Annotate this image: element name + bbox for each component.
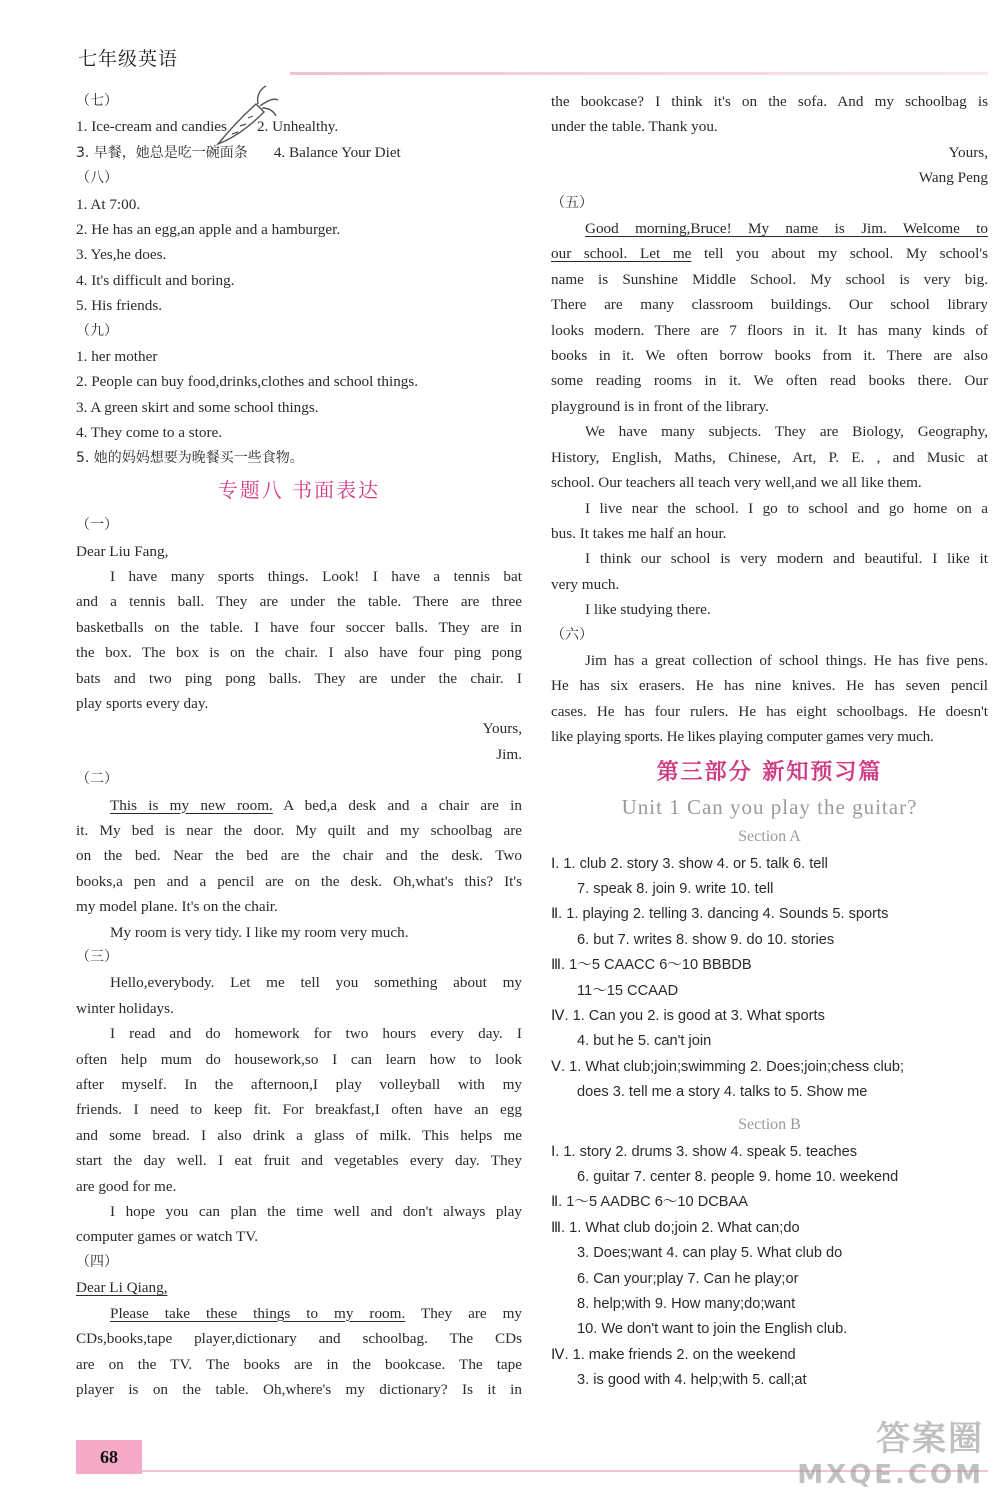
text-line: friends. I need to keep fit. For breakfast,I often have an egg bbox=[76, 1101, 522, 1119]
text-line: play sports every day. bbox=[76, 694, 209, 712]
section-label-w3: （三） bbox=[76, 950, 118, 965]
answer-line: 2. People can buy food,drinks,clothes and school things. bbox=[76, 373, 419, 391]
text-line: and some bread. I also drink a glass of milk. This helps me bbox=[76, 1126, 522, 1144]
text-line: my model plane. It's on the chair. bbox=[76, 898, 278, 916]
watermark-logo: 答案圈 bbox=[876, 1419, 984, 1459]
answer-line: 4. It's difficult and boring. bbox=[76, 271, 235, 289]
text-line: bats and two ping pong balls. They are under the chair. I bbox=[76, 669, 522, 687]
letter-closing: Yours, bbox=[482, 720, 522, 738]
answer-line: 11～15 CCAAD bbox=[577, 982, 679, 999]
answer-line: 1. At 7:00. bbox=[76, 195, 141, 213]
text-line: books in it. We often borrow books from it. There are also bbox=[551, 347, 988, 365]
answer-line: 3. Yes,he does. bbox=[76, 246, 167, 264]
text-line: are on the TV. The books are in the bookcase. The tape bbox=[76, 1355, 522, 1373]
text-line: name is Sunshine Middle School. My school is very big. bbox=[551, 270, 988, 288]
answer-line: Ⅳ. 1. make friends 2. on the weekend bbox=[551, 1346, 796, 1363]
text-line: bus. It takes me half an hour. bbox=[551, 524, 727, 542]
section-b-heading: Section B bbox=[738, 1115, 801, 1133]
text-line: under the table. Thank you. bbox=[551, 118, 718, 136]
part-heading: 第三部分 新知预习篇 bbox=[656, 759, 883, 785]
answer-line: Ⅱ. 1. playing 2. telling 3. dancing 4. Sounds 5. sports bbox=[551, 906, 889, 923]
letter-closing: Yours, bbox=[948, 143, 988, 161]
answer-line: 7. speak 8. join 9. write 10. tell bbox=[577, 880, 774, 897]
left-column bbox=[76, 89, 522, 1402]
section-label-w6: （六） bbox=[551, 627, 593, 643]
header-divider bbox=[290, 72, 988, 75]
text-line: Please take these things to my room. They are my bbox=[110, 1304, 522, 1322]
text-line: We have many subjects. They are Biology, Geography, bbox=[585, 423, 988, 441]
text-line: on the bed. Near the bed are the chair and the desk. Two bbox=[76, 847, 522, 865]
letter-signature: Jim. bbox=[496, 745, 522, 763]
text-line: the bookcase? I think it's on the sofa. And my schoolbag is bbox=[551, 93, 988, 110]
text-line: winter holidays. bbox=[76, 999, 174, 1017]
text-line: I hope you can plan the time well and don't always play bbox=[110, 1203, 522, 1221]
answer-line: 10. We don't want to join the English club. bbox=[577, 1321, 848, 1338]
text-line: CDs,books,tape player,dictionary and schoolbag. The CDs bbox=[76, 1330, 522, 1348]
answer-line: 6. but 7. writes 8. show 9. do 10. stories bbox=[577, 931, 835, 948]
watermark-url: MXQE.COM bbox=[797, 1460, 984, 1490]
answer-line: Ⅲ. 1. What club do;join 2. What can;do bbox=[551, 1219, 800, 1236]
text-line: Jim has a great collection of school things. He has five pens. bbox=[585, 651, 988, 669]
text-line: after myself. In the afternoon,I play volleyball with my bbox=[76, 1076, 522, 1094]
answer-line: 3. 早餐，她总是吃一碗面条 4. Balance Your Diet bbox=[76, 143, 401, 161]
text-line: school. Our teachers all teach very well,and we all like them. bbox=[551, 474, 922, 492]
text-line: and a tennis ball. They are under the table. There are three bbox=[76, 593, 522, 611]
watermark bbox=[797, 1411, 984, 1490]
letter-salutation: Dear Liu Fang, bbox=[76, 542, 169, 560]
text-line: our school. Let me tell you about my school. My school's bbox=[551, 245, 988, 263]
section-label-w4: （四） bbox=[76, 1254, 118, 1270]
section-a-heading: Section A bbox=[738, 827, 801, 845]
text-line: some reading rooms in it. We often read books there. Our bbox=[551, 372, 988, 390]
text-line: computer games or watch TV. bbox=[76, 1228, 259, 1246]
text-line: There are many classroom buildings. Our school library bbox=[551, 296, 988, 314]
section-label-7: （七） bbox=[76, 94, 118, 109]
section-label-9: （九） bbox=[76, 323, 118, 339]
text-line: basketballs on the table. I have four soccer balls. They are in bbox=[76, 618, 522, 636]
section-label-w1: （一） bbox=[76, 518, 118, 534]
answer-line: Ⅴ. 1. What club;join;swimming 2. Does;join;chess club; bbox=[551, 1058, 905, 1075]
answer-line: does 3. tell me a story 4. talks to 5. Show me bbox=[577, 1084, 868, 1101]
unit-heading: Unit 1 Can you play the guitar? bbox=[621, 794, 918, 819]
answer-line: 1. Ice-cream and candies 2. Unhealthy. bbox=[76, 118, 339, 136]
section-label-w2: （二） bbox=[76, 772, 118, 788]
answer-line: 3. Does;want 4. can play 5. What club do bbox=[577, 1245, 843, 1262]
section-label-8: （八） bbox=[76, 171, 118, 187]
answer-line: 8. help;with 9. How many;do;want bbox=[577, 1296, 796, 1313]
answer-line: Ⅰ. 1. club 2. story 3. show 4. or 5. talk 6. tell bbox=[551, 855, 828, 872]
section-label-w5: （五） bbox=[551, 195, 593, 211]
text-line: This is my new room. A bed,a desk and a chair are in bbox=[110, 796, 522, 814]
text-line: books,a pen and a pencil are on the desk. Oh,what's this? It's bbox=[76, 872, 522, 890]
text-line: Good morning,Bruce! My name is Jim. Welcome to bbox=[585, 220, 988, 238]
text-line: like playing sports. He likes playing computer games very much. bbox=[551, 728, 934, 746]
text-line: He has six erasers. He has nine knives. He has seven pencil bbox=[551, 677, 988, 695]
text-line: I have many sports things. Look! I have a tennis bat bbox=[110, 567, 522, 585]
text-line: it. My bed is near the door. My quilt and my schoolbag are bbox=[76, 821, 522, 839]
text-line: cases. He has four rulers. He has eight schoolbags. He doesn't bbox=[551, 702, 988, 720]
topic-heading: 专题八 书面表达 bbox=[217, 478, 381, 503]
answer-line: Ⅲ. 1～5 CAACC 6～10 BBBDB bbox=[551, 957, 752, 974]
text-line: I like studying there. bbox=[585, 601, 711, 619]
right-column bbox=[551, 89, 988, 1394]
text-line: My room is very tidy. I like my room very much. bbox=[110, 923, 409, 941]
text-line: playground is in front of the library. bbox=[551, 397, 769, 415]
answer-line: Ⅰ. 1. story 2. drums 3. show 4. speak 5. teaches bbox=[551, 1143, 858, 1160]
letter-salutation: Dear Li Qiang, bbox=[76, 1279, 168, 1297]
text-line: are good for me. bbox=[76, 1177, 177, 1195]
answer-line: 5. 她的妈妈想要为晚餐买一些食物。 bbox=[76, 449, 304, 466]
text-line: the box. The box is on the chair. I also have four ping pong bbox=[76, 644, 522, 662]
answer-line: 6. guitar 7. center 8. people 9. home 10. weekend bbox=[577, 1169, 899, 1186]
text-line: I think our school is very modern and beautiful. I like it bbox=[585, 550, 988, 568]
text-line: I read and do homework for two hours every day. I bbox=[110, 1025, 522, 1043]
text-line: Hello,everybody. Let me tell you something about my bbox=[110, 974, 522, 992]
text-line: very much. bbox=[551, 575, 620, 593]
text-line: History, English, Maths, Chinese, Art, P. E. , and Music at bbox=[551, 448, 988, 466]
answer-line: 6. Can your;play 7. Can he play;or bbox=[577, 1270, 799, 1287]
answer-line: 5. His friends. bbox=[76, 297, 163, 315]
answer-line: Ⅳ. 1. Can you 2. is good at 3. What sports bbox=[551, 1008, 825, 1024]
answer-line: 3. A green skirt and some school things. bbox=[76, 398, 319, 416]
page-number: 68 bbox=[76, 1440, 142, 1474]
answer-line: 2. He has an egg,an apple and a hamburger. bbox=[76, 221, 341, 239]
text-line: looks modern. There are 7 floors in it. It has many kinds of bbox=[551, 321, 988, 339]
answer-line: 1. her mother bbox=[76, 348, 158, 366]
letter-signature: Wang Peng bbox=[918, 169, 988, 187]
answer-line: Ⅱ. 1～5 AADBC 6～10 DCBAA bbox=[551, 1194, 748, 1211]
answer-line: 3. is good with 4. help;with 5. call;at bbox=[577, 1372, 807, 1389]
text-line: start the day well. I eat fruit and vegetables every day. They bbox=[76, 1152, 522, 1170]
text-line: I live near the school. I go to school and go home on a bbox=[585, 499, 988, 517]
answer-line: 4. They come to a store. bbox=[76, 424, 223, 442]
header-title: 七年级英语 bbox=[78, 48, 179, 70]
text-line: player is on the table. Oh,where's my dictionary? Is it in bbox=[76, 1380, 522, 1398]
answer-line: 4. but he 5. can't join bbox=[577, 1033, 712, 1050]
text-line: often help mum do housework,so I can learn how to look bbox=[76, 1050, 522, 1068]
